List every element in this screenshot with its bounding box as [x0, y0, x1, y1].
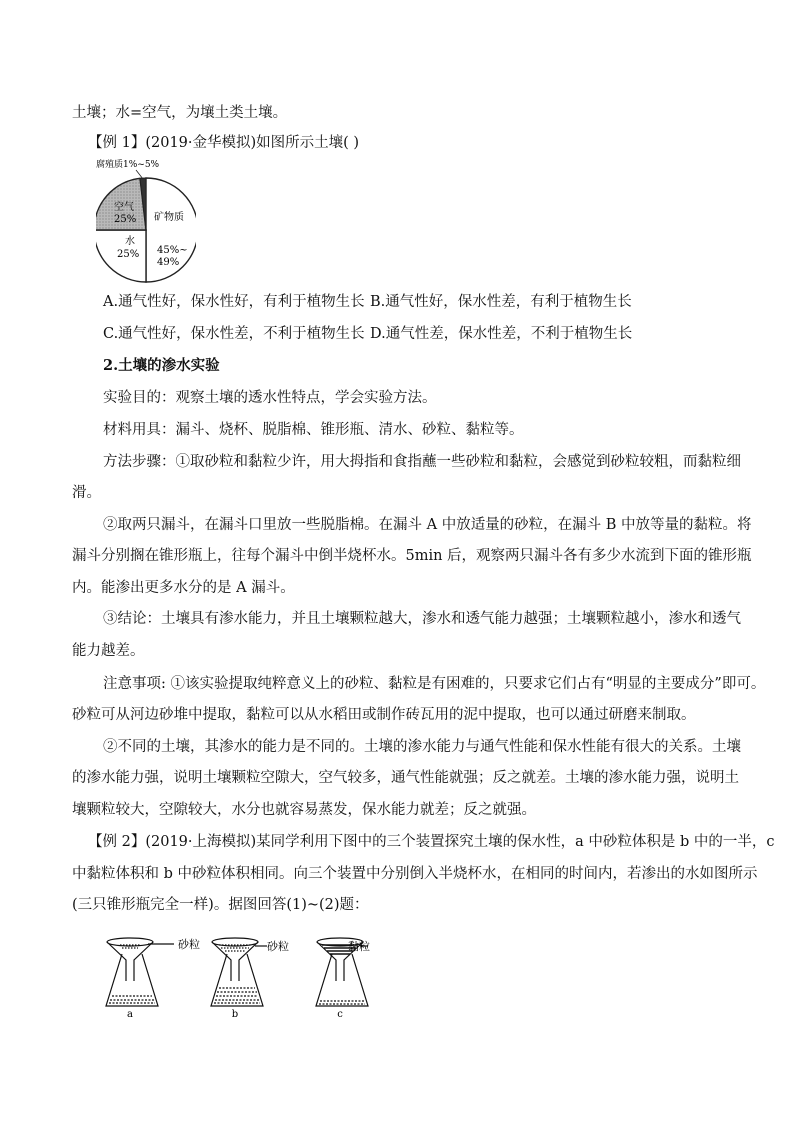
- method-step-2-line-1: ②取两只漏斗，在漏斗口里放一些脱脂棉。在漏斗 A 中放适量的砂粒，在漏斗 B 中放等量的黏粒。将: [103, 517, 752, 533]
- note-1-line-2: 砂粒可从河边砂堆中提取，黏粒可以从水稻田或制作砖瓦用的泥中提取，也可以通过研磨来制取。: [72, 707, 696, 723]
- flask-b-sand-label: 砂粒: [267, 940, 289, 953]
- option-d: D.通气性差，保水性差，不利于植物生长: [370, 326, 633, 342]
- note-1-line-1: 注意事项: ①该实验提取纯粹意义上的砂粒、黏粒是有困难的，只要求它们占有“明显的主要成分”即可。: [103, 676, 766, 692]
- option-c: C.通气性好，保水性差，不利于植物生长: [103, 326, 365, 342]
- mineral-percent-b: 49%: [157, 257, 180, 268]
- method-step-2-line-3: 内。能渗出更多水分的是 A 漏斗。: [72, 580, 295, 596]
- soil-pie-chart: [96, 158, 196, 283]
- experiment-purpose: 实验目的：观察土壤的透水性特点，学会实验方法。: [103, 390, 437, 406]
- mineral-percent-a: 45%~: [157, 245, 188, 256]
- flask-a: [106, 938, 174, 1006]
- flask-b: [211, 938, 267, 1006]
- water-label: 水: [125, 236, 135, 247]
- flask-a-sand-label: 砂粒: [178, 938, 200, 951]
- note-2-line-1: ②不同的土壤，其渗水的能力是不同的。土壤的渗水能力与通气性能和保水性能有很大的关系。土壤: [103, 739, 741, 755]
- conclusion-line-2: 能力越差。: [72, 643, 145, 659]
- flask-b-letter: b: [231, 1009, 239, 1018]
- note-2-line-2: 的渗水能力强，说明土壤颗粒空隙大，空气较多，通气性能就强；反之就差。土壤的渗水能力强，说明土: [72, 770, 739, 786]
- example-1-heading: 【例 1】(2019·金华模拟)如图所示土壤( ): [88, 135, 360, 151]
- air-label: 空气: [114, 202, 134, 213]
- option-a: A.通气性好，保水性好，有利于植物生长: [103, 294, 365, 310]
- conclusion-line-1: ③结论：土壤具有渗水能力，并且土壤颗粒越大，渗水和透气能力越强；土壤颗粒越小，渗水和透气: [103, 611, 741, 627]
- flask-c-clay-label: 黏粒: [348, 940, 370, 953]
- humus-leader-line: [136, 170, 143, 179]
- example-2-line-1: 【例 2】(2019·上海模拟)某同学利用下图中的三个装置探究土壤的保水性，a 中砂粒体积是 b 中的一半，c: [88, 834, 775, 850]
- method-step-1-line-2: 滑。: [72, 485, 101, 501]
- paragraph-line: 土壤；水=空气，为壤土类土壤。: [72, 105, 288, 121]
- mineral-label: 矿物质: [154, 212, 184, 223]
- apparatus-diagram: [104, 936, 374, 1018]
- example-2-line-3: (三只锥形瓶完全一样)。据图回答(1)~(2)题：: [72, 897, 369, 913]
- water-percent: 25%: [117, 249, 140, 260]
- flask-a-letter: a: [127, 1009, 133, 1018]
- method-step-1-line-1: 方法步骤：①取砂粒和黏粒少许，用大拇指和食指蘸一些砂粒和黏粒，会感觉到砂粒较粗，而黏粒细: [103, 454, 741, 470]
- option-b: B.通气性好，保水性差，有利于植物生长: [370, 294, 632, 310]
- example-2-line-2: 中黏粒体积和 b 中砂粒体积相同。向三个装置中分别倒入半烧杯水，在相同的时间内，若渗出的水如图所示: [72, 866, 758, 882]
- note-2-line-3: 壤颗粒较大，空隙较大，水分也就容易蒸发，保水能力就差；反之就强。: [72, 802, 536, 818]
- flask-c-letter: c: [337, 1009, 343, 1018]
- experiment-materials: 材料用具：漏斗、烧杯、脱脂棉、锥形瓶、清水、砂粒、黏粒等。: [103, 422, 524, 438]
- funnel-flask-figure: [104, 936, 374, 1018]
- air-percent: 25%: [114, 214, 137, 225]
- section-heading-seepage-experiment: 2.土壤的渗水实验: [103, 357, 220, 374]
- soil-composition-pie-figure: [96, 158, 196, 283]
- humus-label: 腐殖质1%~5%: [96, 160, 160, 170]
- method-step-2-line-2: 漏斗分别搁在锥形瓶上，往每个漏斗中倒半烧杯水。5min 后，观察两只漏斗各有多少水流到下面的锥形瓶: [72, 548, 752, 564]
